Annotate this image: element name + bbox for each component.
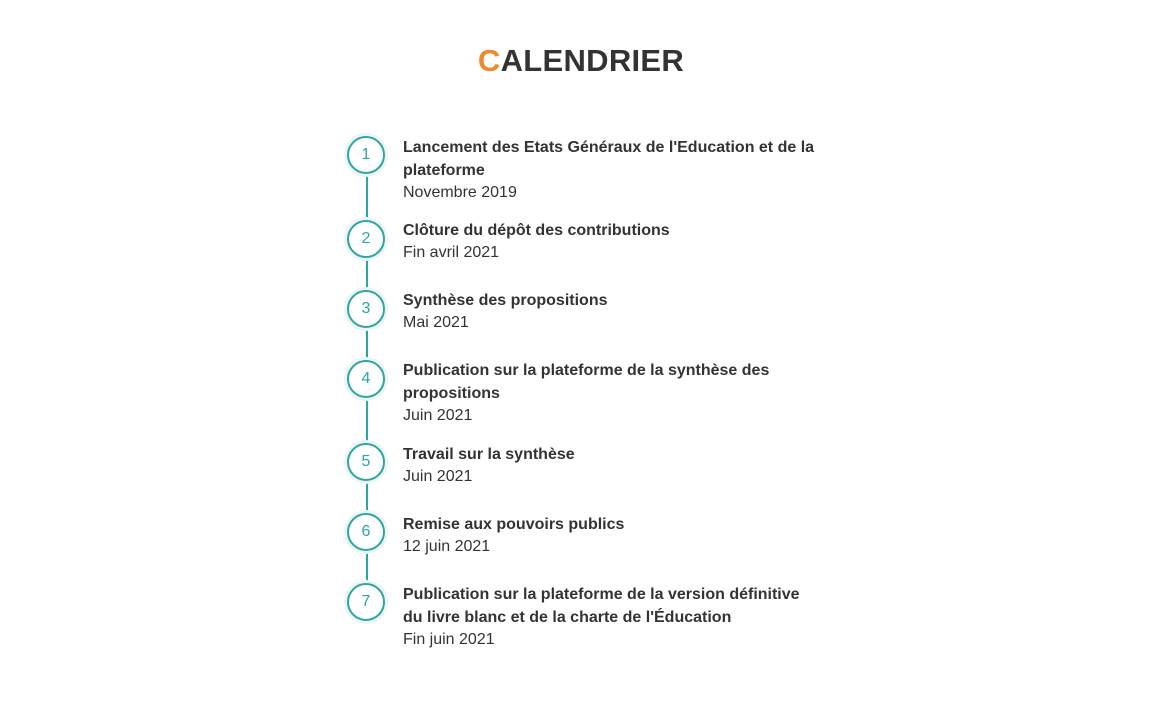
timeline-connector [366,176,368,218]
timeline-connector [366,260,368,290]
step-text [403,583,823,651]
step-text [403,289,823,334]
step-title: Lancement des Etats Généraux de l'Education et de la plateforme [403,139,815,179]
step-date: Fin avril 2021 [403,244,500,261]
step-number-badge: 3 [347,290,385,328]
step-number-badge: 2 [347,220,385,258]
step-date: Fin juin 2021 [403,631,495,648]
step-date: Juin 2021 [403,407,473,424]
timeline-connector [366,553,368,583]
step-number-badge: 4 [347,360,385,398]
step-number-badge: 1 [347,136,385,174]
step-number-badge: 6 [347,513,385,551]
step-title: Clôture du dépôt des contributions [403,222,670,239]
step-number-badge: 7 [347,583,385,621]
step-text [403,136,823,204]
timeline-connector [366,330,368,360]
step-title: Travail sur la synthèse [403,446,575,463]
timeline-connector [366,483,368,513]
step-text [403,443,823,488]
step-title: Synthèse des propositions [403,292,608,309]
step-date: Juin 2021 [403,468,473,485]
step-date: Novembre 2019 [403,184,517,201]
step-text [403,359,823,427]
title-rest: ALENDRIER [500,43,685,78]
step-title: Remise aux pouvoirs publics [403,516,625,533]
step-title: Publication sur la plateforme de la version définitive du livre blanc et de la charte de l'Éducation [403,586,800,626]
title-first-letter: C [477,43,501,78]
step-text [403,219,823,264]
step-number-badge: 5 [347,443,385,481]
step-date: Mai 2021 [403,314,469,331]
step-title: Publication sur la plateforme de la synthèse des propositions [403,362,770,402]
step-text [403,513,823,558]
timeline-connector [366,400,368,443]
step-date: 12 juin 2021 [403,538,491,555]
page-title [0,43,1162,79]
